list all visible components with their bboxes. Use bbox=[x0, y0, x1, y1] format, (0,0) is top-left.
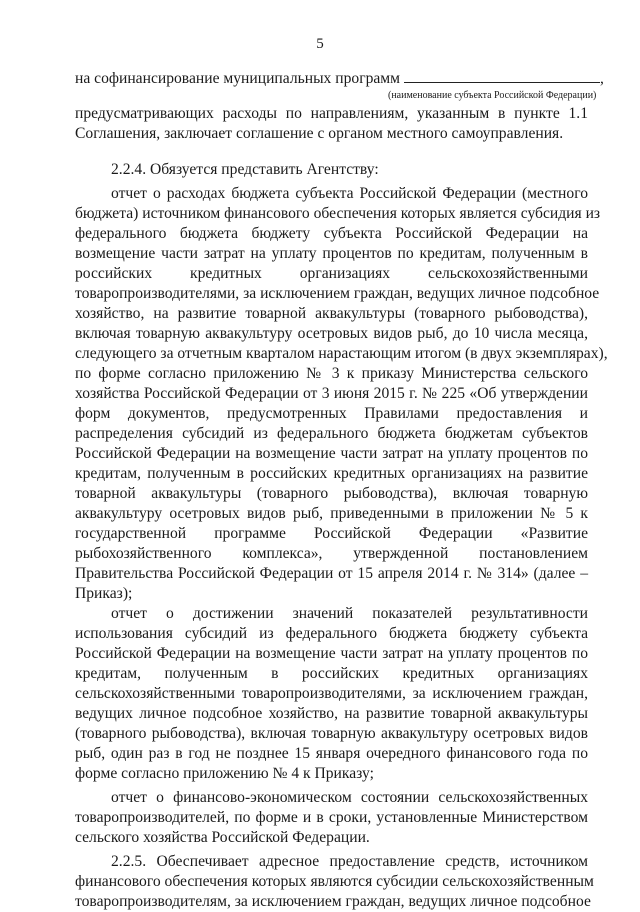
text-line: кредитам, полученным в российских кредитных организациях на развитие bbox=[75, 465, 588, 482]
text-line: предусматривающих расходы по направлениям, указанным в пункте 1.1 bbox=[75, 105, 588, 122]
text-line: товарной аквакультуры (товарного рыбоводства), включая товарную bbox=[75, 485, 588, 502]
blank-end: , bbox=[600, 70, 604, 87]
text-line: хозяйства Российской Федерации от 3 июня 2015 г. № 225 «Об утверждении bbox=[75, 385, 588, 402]
intro-text: на софинансирование муниципальных программ bbox=[75, 70, 401, 87]
text-line: по форме согласно приложению № 3 к приказу Министерства сельского bbox=[75, 365, 588, 382]
text-line: отчет о расходах бюджета субъекта Российской Федерации (местного bbox=[111, 185, 588, 202]
section-heading: 2.2.4. Обязуется представить Агентству: bbox=[111, 161, 379, 178]
text-line: финансового обеспечения которых являются субсидии сельскохозяйственным bbox=[75, 873, 594, 890]
text-line: рыбохозяйственного комплекса», утвержденной постановлением bbox=[75, 545, 588, 562]
text-line: отчет о финансово-экономическом состоянии сельскохозяйственных bbox=[111, 789, 588, 806]
text-line: товаропроизводителям, за исключением граждан, ведущих личное подсобное bbox=[75, 893, 591, 910]
text-line: следующего за отчетным кварталом нарастающим итогом (в двух экземплярах), bbox=[75, 345, 608, 362]
text-line: сельскохозяйственными товаропроизводителями, за исключением граждан, bbox=[75, 685, 588, 702]
text-line: рыб, один раз в год не позднее 15 января очередного финансового года по bbox=[75, 745, 588, 762]
text-line: ведущих личное подсобное хозяйство, на развитие товарной аквакультуры bbox=[75, 705, 588, 722]
text-line: Соглашения, заключает соглашение с органом местного самоуправления. bbox=[75, 125, 564, 142]
text-line: форм документов, предусмотренных Правилами предоставления и bbox=[75, 405, 588, 422]
text-line: бюджета) источником финансового обеспечения которых является субсидия из bbox=[75, 205, 601, 222]
blank-caption: (наименование субъекта Российской Федерации) bbox=[388, 90, 597, 101]
text-line: государственной программе Российской Федерации «Развитие bbox=[75, 525, 588, 542]
text-line: Российской Федерации на возмещение части затрат на уплату процентов по bbox=[75, 445, 588, 462]
text-line: товаропроизводителями, за исключением граждан, ведущих личное подсобное bbox=[75, 285, 600, 302]
text-line: включая товарную аквакультуру осетровых видов рыб, до 10 числа месяца, bbox=[75, 325, 588, 342]
text-line: использования субсидий из федерального бюджета бюджету субъекта bbox=[75, 625, 588, 642]
page-number: 5 bbox=[316, 36, 324, 52]
text-line: федерального бюджета бюджету субъекта Российской Федерации на bbox=[75, 225, 588, 242]
text-line: Правительства Российской Федерации от 15 апреля 2014 г. № 314» (далее – bbox=[75, 565, 588, 582]
text-line: Российской Федерации на возмещение части затрат на уплату процентов по bbox=[75, 645, 588, 662]
text-line: сельского хозяйства Российской Федерации. bbox=[75, 829, 370, 846]
text-line: кредитам, полученным в российских кредитных организациях bbox=[75, 665, 588, 682]
blank-field bbox=[404, 68, 600, 83]
text-line: возмещение части затрат на уплату процентов по кредитам, полученным в bbox=[75, 245, 588, 262]
section-heading: 2.2.5. Обеспечивает адресное предоставление средств, источником bbox=[111, 853, 588, 870]
text-line: товаропроизводителей, по форме и в сроки, установленные Министерством bbox=[75, 809, 588, 826]
text-line: (товарного рыбоводства), включая товарную аквакультуру осетровых видов bbox=[75, 725, 588, 742]
text-line: Приказ); bbox=[75, 585, 133, 602]
text-line: отчет о достижении значений показателей результативности bbox=[111, 605, 588, 622]
text-line: форме согласно приложению № 4 к Приказу; bbox=[75, 765, 374, 782]
text-line: распределения субсидий из федерального бюджета бюджетам субъектов bbox=[75, 425, 588, 442]
text-line: аквакультуру осетровых видов рыб, приведенными в приложении № 5 к bbox=[75, 505, 588, 522]
intro-line bbox=[75, 68, 604, 89]
text-line: хозяйство, на развитие товарной аквакультуры (товарного рыбоводства), bbox=[75, 305, 588, 322]
text-line: российских кредитных организациях сельскохозяйственными bbox=[75, 265, 588, 282]
